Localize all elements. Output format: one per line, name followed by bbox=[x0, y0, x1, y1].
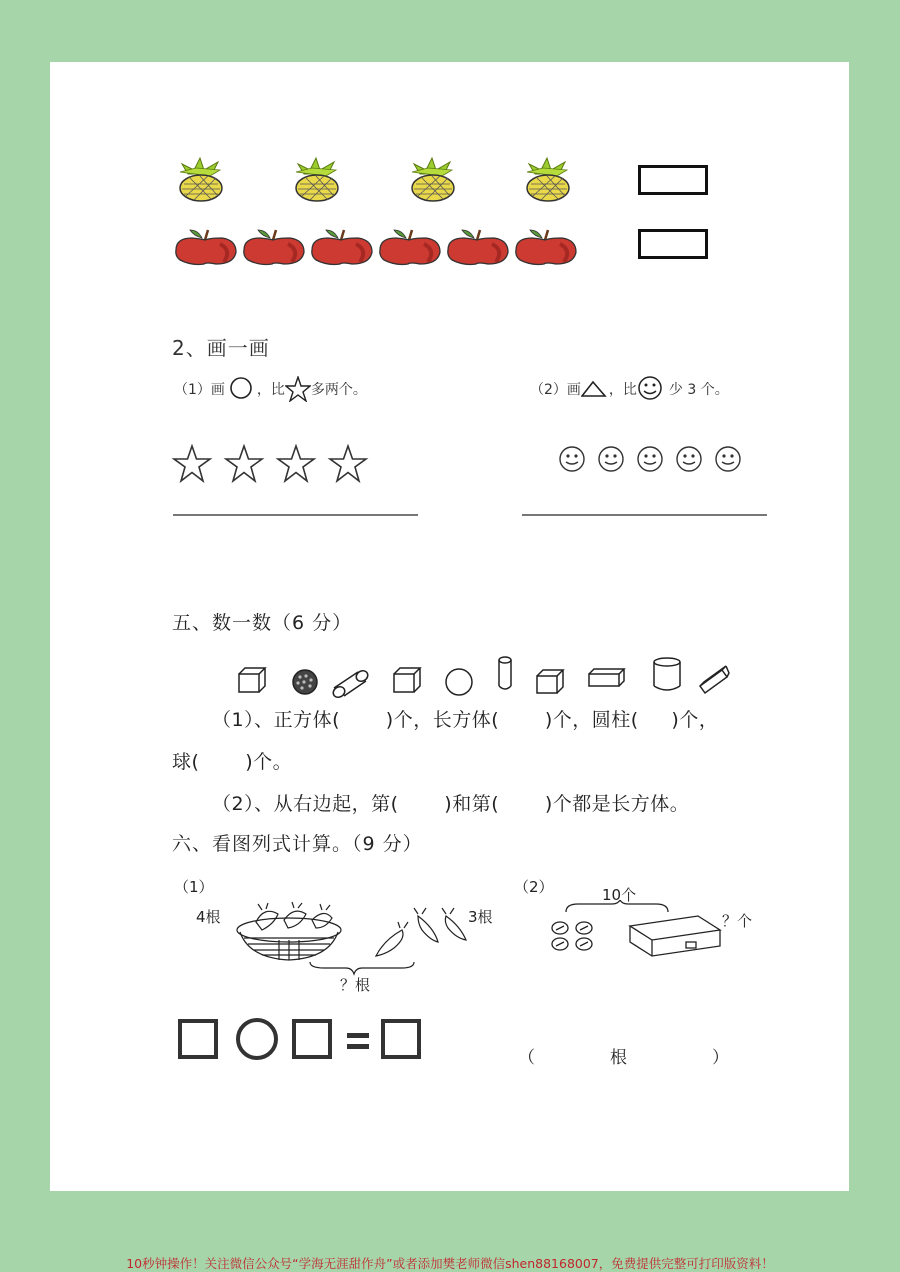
smiley-icon bbox=[637, 376, 663, 402]
cylinder-lying-icon bbox=[331, 669, 369, 700]
box-icon bbox=[630, 916, 720, 956]
star-icon bbox=[285, 376, 311, 402]
q1-suffix: 多两个。 bbox=[310, 382, 367, 398]
problem-1-left-count: 4根 bbox=[196, 908, 221, 926]
problem-2-label: （2） bbox=[514, 878, 554, 896]
carrots-illustration bbox=[234, 900, 504, 980]
problem-1-label: （1） bbox=[174, 878, 214, 896]
unit-open-paren: （ bbox=[518, 1048, 535, 1068]
q2-prefix: （2）画 bbox=[530, 382, 581, 398]
shapes-row bbox=[230, 652, 740, 700]
brace-icon bbox=[566, 900, 668, 912]
q2-mid: ，比 bbox=[608, 382, 637, 398]
cylinder-icon bbox=[654, 658, 680, 690]
draw-section-title: 2、画一画 bbox=[172, 336, 270, 360]
cuboid-icon bbox=[589, 669, 624, 686]
pineapple-row bbox=[172, 156, 642, 202]
q1-mid: ，比 bbox=[256, 382, 285, 398]
sphere-textured-icon bbox=[293, 670, 317, 694]
sphere-icon bbox=[446, 669, 472, 695]
equation-box-1[interactable] bbox=[178, 1019, 218, 1059]
footer-promo-text: 10秒钟操作！关注微信公众号“学海无涯甜作舟”或者添加樊老师微信shen88168007，免费提供完整可打印版资料！ bbox=[126, 1256, 774, 1271]
draw-question-1 bbox=[174, 376, 367, 402]
answer-line-1[interactable] bbox=[173, 514, 418, 516]
basket-icon bbox=[237, 918, 341, 960]
cuboid-tilted-icon bbox=[700, 666, 729, 693]
problem-2-question: ？个 bbox=[722, 912, 753, 930]
draw-question-2 bbox=[530, 376, 729, 402]
problem-1-question: ？根 bbox=[340, 976, 371, 994]
section-6-title: 六、看图列式计算。（9 分） bbox=[172, 833, 423, 855]
section-5-question-2: （2）、从右边起，第( )和第( )个都是长方体。 bbox=[212, 793, 690, 815]
unit-close-paren: ） bbox=[712, 1048, 729, 1068]
stars-row bbox=[170, 444, 370, 484]
equals-sign-bottom bbox=[347, 1044, 369, 1049]
q1-prefix: （1）画 bbox=[174, 382, 225, 398]
unit-label: 根 bbox=[610, 1048, 627, 1068]
section-5-question-1-line-2: 球( )个。 bbox=[172, 751, 293, 773]
pineapple-icon bbox=[172, 156, 642, 202]
answer-line-2[interactable] bbox=[522, 514, 767, 516]
cookies-icon bbox=[552, 922, 592, 950]
q2-suffix: 少 3 个。 bbox=[668, 382, 729, 398]
circle-icon bbox=[227, 376, 255, 402]
triangle-icon bbox=[581, 380, 609, 398]
apple-icon bbox=[172, 226, 582, 266]
boxes-illustration bbox=[548, 900, 728, 960]
equation-result-box[interactable] bbox=[381, 1019, 421, 1059]
cube-icon bbox=[394, 668, 420, 692]
apple-answer-box[interactable] bbox=[638, 229, 708, 259]
smileys-row bbox=[558, 445, 748, 473]
problem-1-right-count: 3根 bbox=[468, 908, 493, 926]
apple-row bbox=[172, 226, 582, 266]
section-5-question-1-line-1: （1）、正方体( )个，长方体( )个，圆柱( )个， bbox=[212, 709, 719, 731]
operator-circle[interactable] bbox=[236, 1018, 278, 1060]
cube-icon bbox=[537, 670, 563, 693]
section-5-title: 五、数一数（6 分） bbox=[172, 612, 353, 634]
cylinder-tall-icon bbox=[499, 657, 511, 689]
problem-2-total: 10个 bbox=[602, 886, 637, 904]
equation-box-2[interactable] bbox=[292, 1019, 332, 1059]
cube-icon bbox=[239, 668, 265, 692]
pineapple-answer-box[interactable] bbox=[638, 165, 708, 195]
equals-sign-top bbox=[347, 1033, 369, 1038]
